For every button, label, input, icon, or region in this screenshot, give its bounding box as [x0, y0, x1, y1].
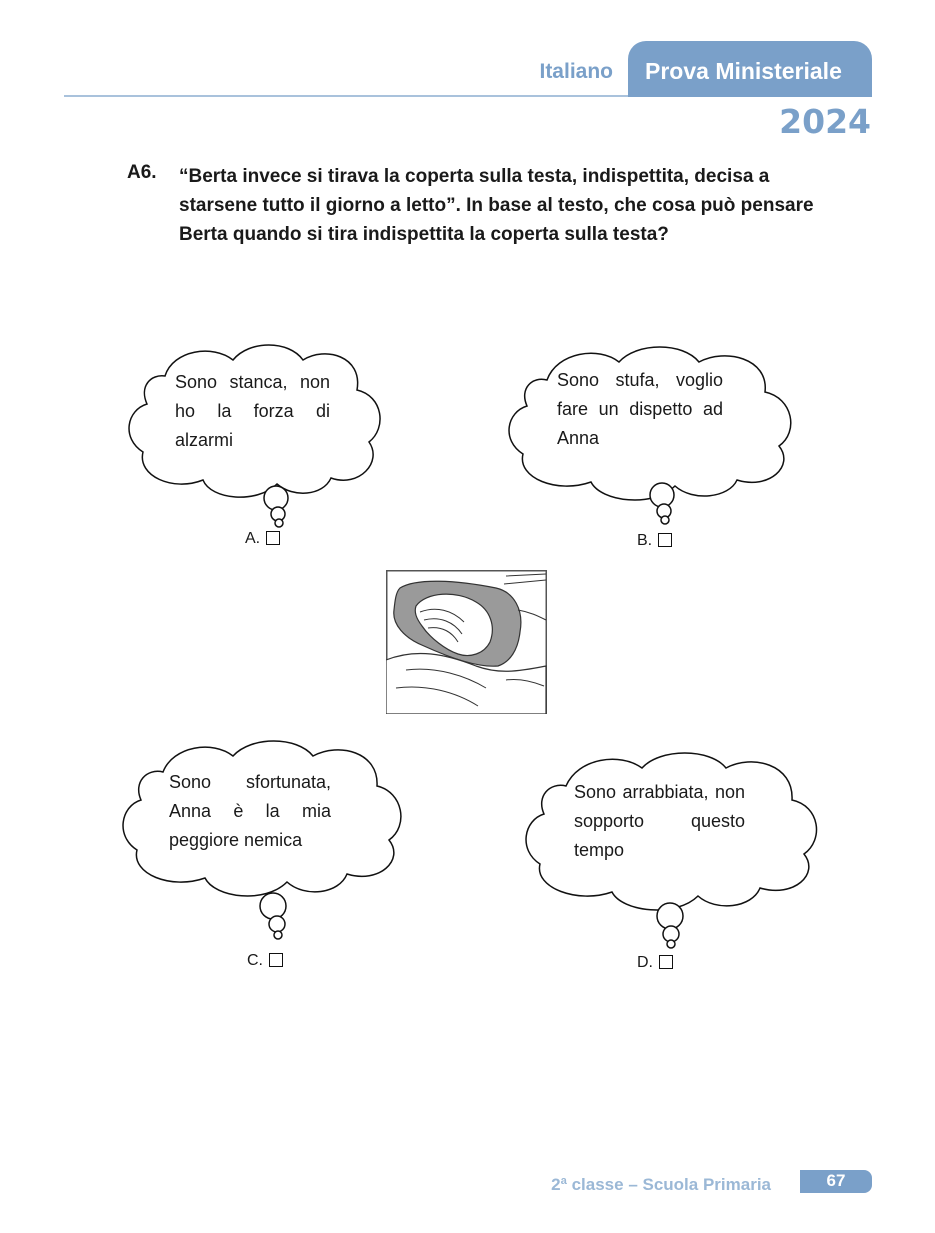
option-b-text: Sono stufa, voglio fare un dispetto ad Anna: [557, 370, 723, 448]
option-b-letter: B.: [637, 532, 653, 549]
option-d-letter: D.: [637, 954, 653, 971]
option-c-checkbox[interactable]: [269, 953, 283, 967]
option-a-letter: A.: [245, 530, 261, 547]
year-label: 2024: [779, 102, 871, 141]
page-number: 67: [826, 1171, 846, 1190]
option-a[interactable]: [245, 530, 280, 548]
option-b-checkbox[interactable]: [658, 533, 672, 547]
option-c-letter: C.: [247, 952, 263, 969]
question-number: A6.: [127, 162, 157, 183]
option-a-text: Sono stanca, non ho la forza di alzarmi: [175, 372, 330, 450]
girl-in-bed-illustration: [386, 570, 547, 714]
option-c-text: Sono sfortunata, Anna è la mia peggiore nemica: [169, 772, 331, 850]
subject-label: Italiano: [539, 60, 613, 83]
option-b[interactable]: [637, 532, 672, 550]
option-d-text: Sono arrabbiata, non sopporto questo tempo: [574, 782, 745, 860]
question-text: “Berta invece si tirava la coperta sulla testa, indispettita, decisa a starsene tutto il giorno a letto”. In base al testo, che cosa può pensare Berta quando si tira indispettita la coperta sulla testa?: [179, 166, 814, 245]
option-c[interactable]: [247, 952, 283, 970]
option-d-checkbox[interactable]: [659, 955, 673, 969]
footer-grade: 2ª classe – Scuola Primaria: [551, 1175, 771, 1194]
option-d[interactable]: [637, 954, 673, 972]
header-tab-label: Prova Ministeriale: [645, 58, 842, 84]
option-a-checkbox[interactable]: [266, 531, 280, 545]
